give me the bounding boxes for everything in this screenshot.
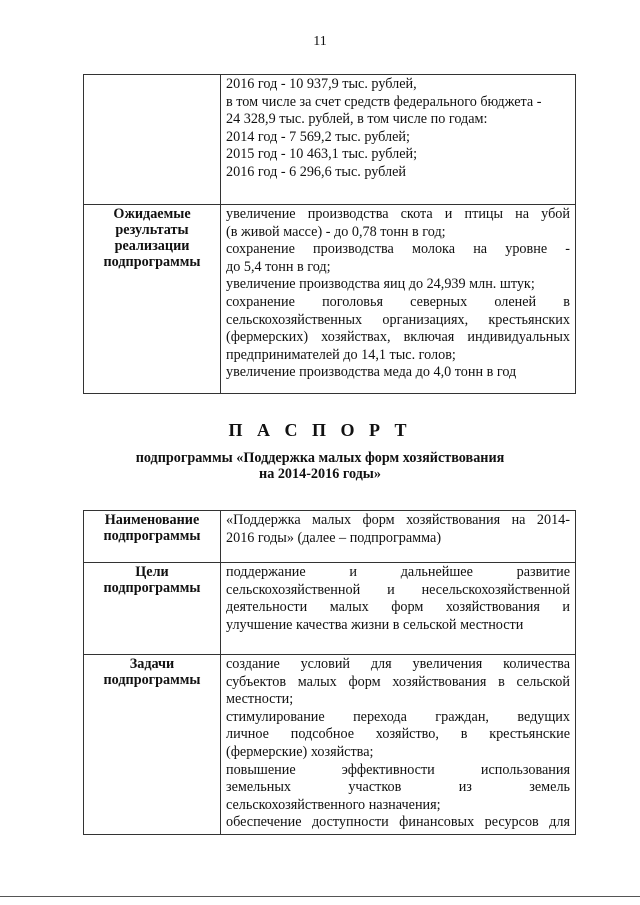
goals-line: поддержание и дальнейшее развитие — [226, 564, 570, 580]
results-line: (в живой массе) - до 0,78 тонн в год; — [226, 223, 446, 240]
results-line: сельскохозяйственных организациях, крестьянских — [226, 311, 570, 328]
results-line: увеличение производства меда до 4,0 тонн в год — [226, 364, 517, 381]
funding-line: 24 328,9 тыс. рублей, в том числе по годам: — [226, 111, 488, 128]
goals-cell — [221, 563, 576, 655]
tasks-line: стимулирование перехода граждан, ведущих — [226, 708, 570, 725]
tasks-line: местности; — [226, 691, 294, 708]
funding-line: 2014 год - 7 569,2 тыс. рублей; — [226, 128, 410, 145]
label-line: подпрограммы — [103, 528, 201, 544]
table-row — [84, 75, 576, 205]
table-row — [84, 563, 576, 655]
tasks-line: (фермерские) хозяйства; — [226, 743, 374, 760]
results-line: предпринимателей до 14,1 тыс. голов; — [226, 346, 456, 363]
results-line: до 5,4 тонн в год; — [226, 258, 331, 275]
label-line: подпрограммы — [103, 580, 201, 596]
label-line: Наименование — [104, 512, 200, 528]
table-row — [84, 511, 576, 563]
label-line: результаты — [115, 222, 189, 238]
label-line: Задачи — [129, 656, 175, 672]
tasks-line: обеспечение доступности финансовых ресурсов для — [226, 814, 570, 831]
results-line: сохранение поголовья северных оленей в — [226, 293, 570, 310]
tasks-line: личное подсобное хозяйство, в крестьянские — [226, 726, 570, 743]
expected-results-cell — [221, 205, 576, 394]
label-line: реализации — [114, 238, 190, 254]
results-line: увеличение производства яиц до 24,939 млн. штук; — [226, 276, 535, 293]
tasks-label — [84, 655, 221, 835]
subtitle-line: подпрограммы «Поддержка малых форм хозяйствования — [135, 450, 505, 466]
name-cell — [221, 511, 576, 563]
subtitle-line: на 2014-2016 годы» — [259, 466, 381, 482]
funding-line: в том числе за счет средств федерального бюджета - — [226, 93, 542, 110]
funding-line: 2015 год - 10 463,1 тыс. рублей; — [226, 146, 418, 163]
goals-label — [84, 563, 221, 655]
goals-line: улучшение качества жизни в сельской местности — [226, 616, 524, 633]
funding-cell — [221, 75, 576, 205]
passport-title: П А С П О Р Т — [228, 420, 412, 440]
results-line: (фермерских) хозяйствах, включая индивидуальных — [226, 329, 570, 346]
name-line: 2016 годы» (далее – подпрограмма) — [226, 529, 442, 546]
tasks-line: земельных участков из земель — [226, 779, 570, 796]
page-number: 11 — [313, 34, 327, 49]
label-line: подпрограммы — [103, 672, 201, 688]
label-line: Цели — [135, 564, 169, 580]
page-bottom-divider — [0, 896, 640, 897]
results-line: увеличение производства скота и птицы на убой — [226, 206, 570, 222]
passport-subtitle — [0, 450, 640, 482]
name-label — [84, 511, 221, 563]
expected-results-label — [84, 205, 221, 394]
tasks-cell — [221, 655, 576, 835]
tasks-line: повышение эффективности использования — [226, 761, 570, 778]
results-line: сохранение производства молока на уровне - — [226, 241, 570, 258]
funding-line: 2016 год - 10 937,9 тыс. рублей, — [226, 76, 417, 92]
table-row — [84, 655, 576, 835]
goals-line: сельскохозяйственной и несельскохозяйственной — [226, 581, 570, 598]
tasks-line: сельскохозяйственного назначения; — [226, 796, 441, 813]
label-line: Ожидаемые — [113, 206, 191, 222]
name-line: «Поддержка малых форм хозяйствования на 2014- — [226, 512, 570, 528]
label-line: подпрограммы — [103, 254, 201, 270]
funding-line: 2016 год - 6 296,6 тыс. рублей — [226, 163, 406, 180]
goals-line: деятельности малых форм хозяйствования и — [226, 599, 570, 616]
tasks-line: субъектов малых форм хозяйствования в сельской — [226, 673, 570, 690]
budget-results-table — [83, 74, 576, 394]
table-label-cell — [84, 75, 221, 205]
table-row — [84, 205, 576, 394]
passport-table — [83, 510, 576, 835]
tasks-line: создание условий для увеличения количества — [226, 656, 570, 672]
